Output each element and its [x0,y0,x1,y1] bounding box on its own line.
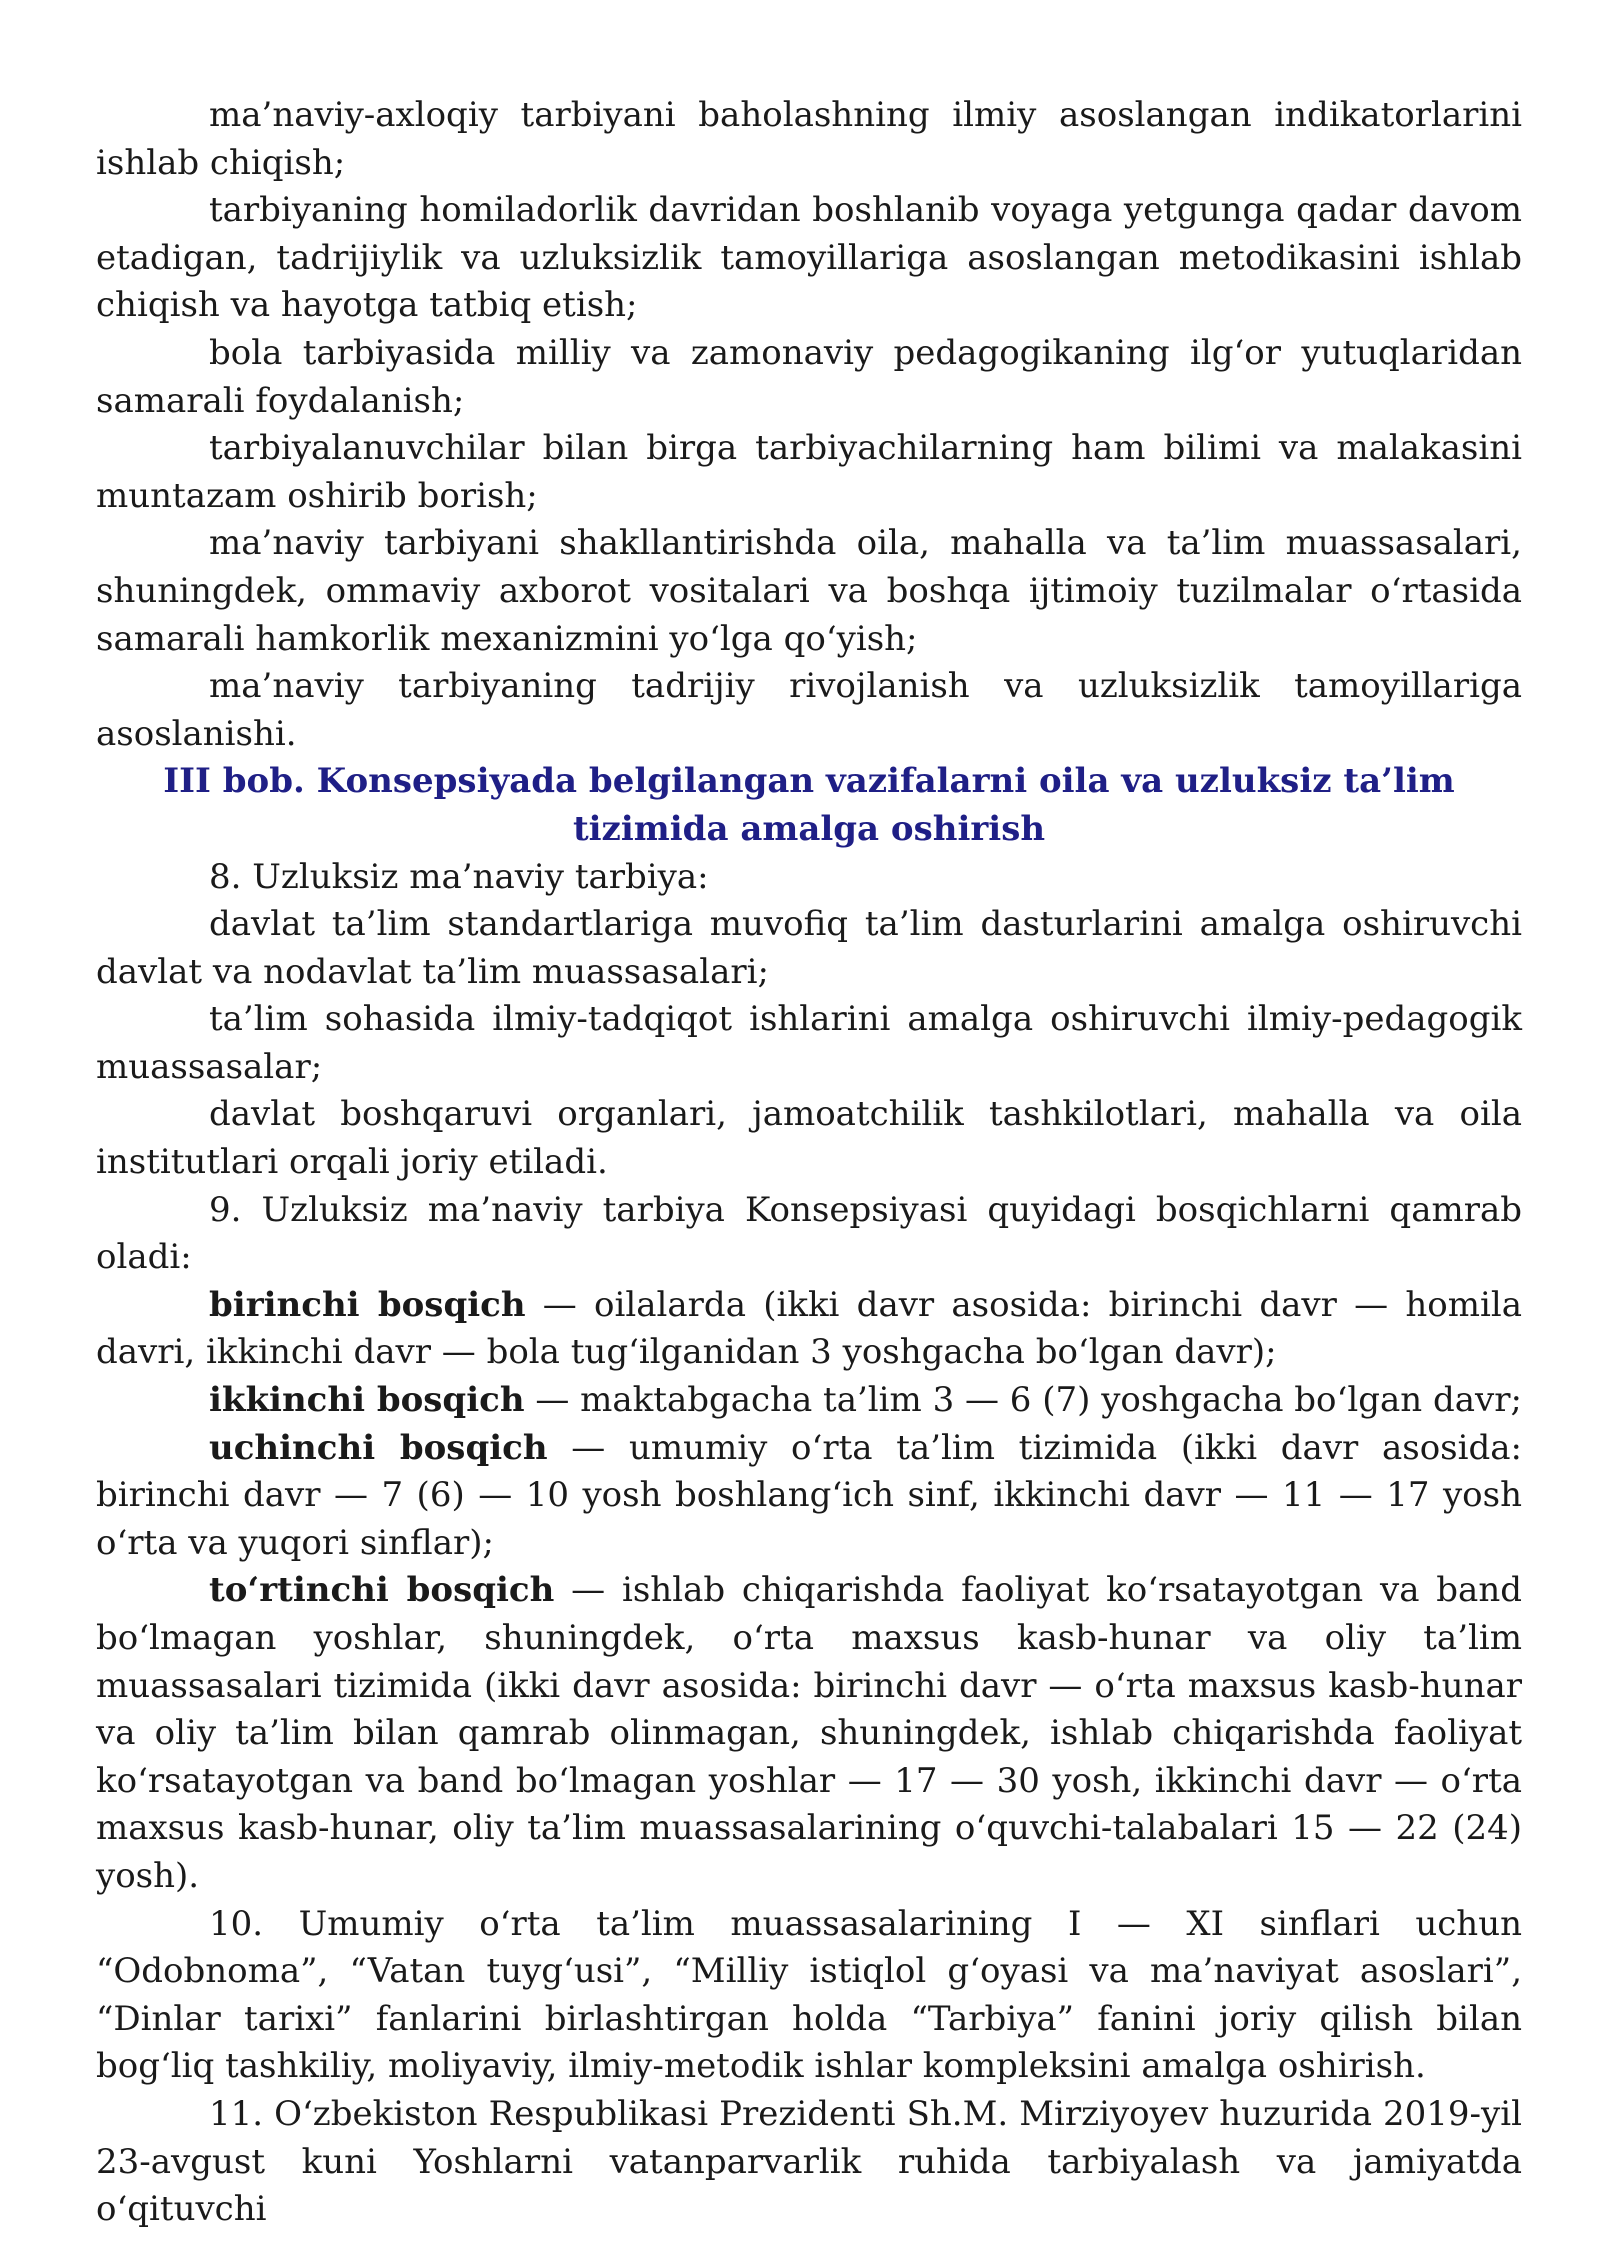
stage-3-text: — umumiy o‘rta ta’lim tizimida (ikki davr asosida: birinchi davr — 7 (6) — 10 yosh boshlang‘ich sinf, ikkinchi davr — 11 — 17 yosh o‘rta va yuqori sinflar); [96,1427,1522,1563]
paragraph-cooperation: ma’naviy tarbiyani shakllantirishda oila, mahalla va ta’lim muassasalari, shuningdek, ommaviy axborot vositalari va boshqa ijtimoiy tuzilmalar o‘rtasida samarali hamkorlik mexanizmini yo‘lga qo‘yish; [96,523,1522,659]
paragraph-pedagogy: bola tarbiyasida milliy va zamonaviy pedagogikaning ilg‘or yutuqlaridan samarali foydalanish; [96,332,1522,421]
stage-4 [96,1567,1522,1900]
paragraph-institutions: davlat ta’lim standartlariga muvofiq ta’lim dasturlarini amalga oshiruvchi davlat va nodavlat ta’lim muassasalari; [96,904,1522,992]
paragraph-methodology: tarbiyaning homiladorlik davridan boshlanib voyaga yetgunga qadar davom etadigan, tadrijiylik va uzluksizlik tamoyillariga asoslangan metodikasini ishlab chiqish va hayotga tatbiq etish; [96,190,1522,326]
chapter-heading: III bob. Konsepsiyada belgilangan vazifalarni oila va uzluksiz ta’lim tizimida amalga oshirish [163,761,1455,849]
stage-2 [96,1377,1522,1425]
paragraph-principles: ma’naviy tarbiyaning tadrijiy rivojlanish va uzluksizlik tamoyillariga asoslanishi. [96,666,1522,754]
paragraph-item-11: 11. O‘zbekiston Respublikasi Prezidenti Sh.M. Mirziyoyev huzurida 2019-yil 23-avgust kuni Yoshlarni vatanparvarlik ruhida tarbiyalash va jamiyatda o‘qituvchi [96,2093,1522,2230]
paragraph-item-8: 8. Uzluksiz ma’naviy tarbiya: [209,856,709,897]
paragraph-educators: tarbiyalanuvchilar bilan birga tarbiyachilarning ham bilimi va malakasini muntazam oshirib borish; [96,428,1522,516]
document-page [96,92,1522,2234]
stage-1 [96,1282,1522,1377]
stage-4-text: — ishlab chiqarishda faoliyat ko‘rsatayotgan va band bo‘lmagan yoshlar, shuningdek, o‘rta maxsus kasb-hunar va oliy ta’lim muassasalari tizimida (ikki davr asosida: birinchi davr — o‘rta maxsus kasb-hunar va oliy ta’lim bilan qamrab olinmagan, shuningdek, ishlab chiqarishda faoliyat ko‘rsatayotgan va band bo‘lmagan yoshlar — 17 — 30 yosh, ikkinchi davr — o‘rta maxsus kasb-hunar, oliy ta’lim muassasalarining o‘quvchi-talabalari 15 — 22 (24) yosh). [96,1570,1522,1896]
paragraph-indicators: ma’naviy-axloqiy tarbiyani baholashning ilmiy asoslangan indikatorlarini ishlab chiqish; [96,95,1522,183]
stage-3-term: uchinchi bosqich [209,1427,548,1468]
paragraph-item-10: 10. Umumiy o‘rta ta’lim muassasalarining I — XI sinflari uchun “Odobnoma”, “Vatan tuyg‘usi”, “Milliy istiqlol g‘oyasi va ma’naviyat asoslari”, “Dinlar tarixi” fanlarini birlashtirgan holda “Tarbiya” fanini joriy qilish bilan bog‘liq tashkiliy, moliyaviy, ilmiy-metodik ishlar kompleksini amalga oshirish. [96,1903,1522,2087]
paragraph-governance: davlat boshqaruvi organlari, jamoatchilik tashkilotlari, mahalla va oila institutlari orqali joriy etiladi. [96,1094,1522,1183]
stage-2-text: — maktabgacha ta’lim 3 — 6 (7) yoshgacha bo‘lgan davr; [524,1380,1522,1421]
paragraph-item-9: 9. Uzluksiz ma’naviy tarbiya Konsepsiyasi quyidagi bosqichlarni qamrab oladi: [96,1189,1522,1278]
stage-1-text: — oilalarda (ikki davr asosida: birinchi davr — homila davri, ikkinchi davr — bola tug‘ilganidan 3 yoshgacha bo‘lgan davr); [96,1284,1522,1373]
stage-2-term: ikkinchi bosqich [209,1380,525,1421]
stage-3 [96,1425,1522,1568]
paragraph-research: ta’lim sohasida ilmiy-tadqiqot ishlarini amalga oshiruvchi ilmiy-pedagogik muassasalar; [96,999,1522,1087]
stage-1-term: birinchi bosqich [209,1284,526,1325]
stage-4-term: to‘rtinchi bosqich [209,1570,555,1611]
